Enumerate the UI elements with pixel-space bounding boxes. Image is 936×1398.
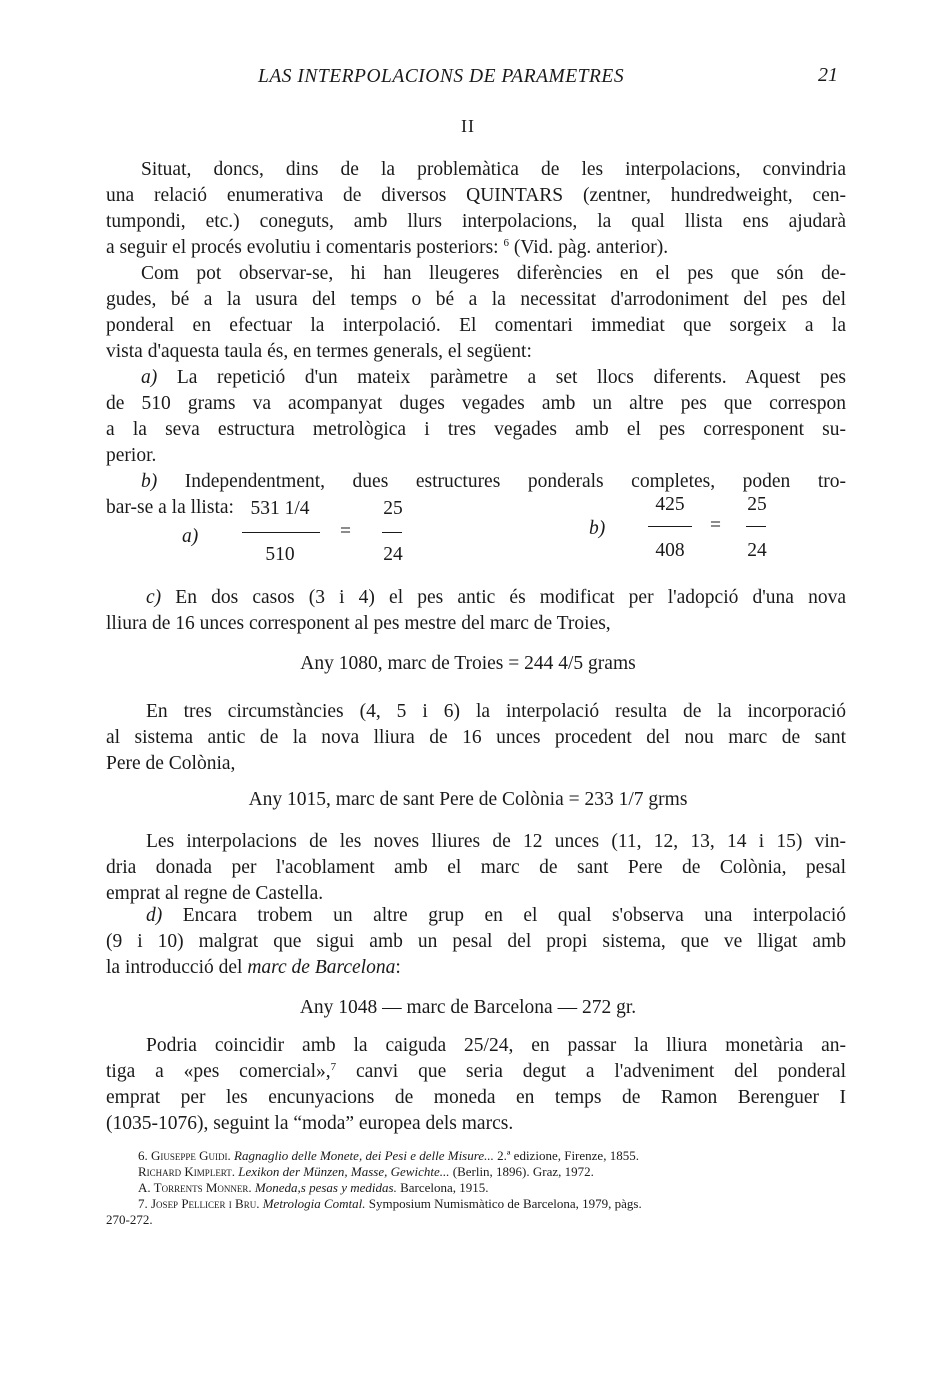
footnote-ref: 7 xyxy=(330,1061,337,1073)
paragraph-line: a la seva estructura metrològica i tres vegades amb el pes corresponent su- xyxy=(106,419,846,440)
footnote: 7. Josep Pellicer i Bru. Metrologia Comtal. Symposium Numismàtico de Barcelona, 1979, pàgs. xyxy=(138,1196,642,1211)
paragraph-line: c) En dos casos (3 i 4) el pes antic és modificat per l'adopció d'una nova xyxy=(146,587,846,608)
paragraph-line: vista d'aquesta taula és, en termes generals, el següent: xyxy=(106,341,532,362)
paragraph-line: Com pot observar-se, hi han lleugeres diferències en el pes que són de- xyxy=(141,263,846,284)
fraction-denominator: 510 xyxy=(265,544,295,565)
footnote: 6. Giuseppe Guidi. Ragnaglio delle Monete, dei Pesi e delle Misure... 2.ª edizione, Firenze, 1855. xyxy=(138,1148,639,1163)
equals-sign: = xyxy=(710,515,721,536)
equals-sign: = xyxy=(340,521,351,542)
paragraph-line: emprat per les encunyacions de moneda en temps de Ramon Berenguer I xyxy=(106,1087,846,1108)
paragraph-line: (1035-1076), seguint la “moda” europea dels marcs. xyxy=(106,1113,514,1134)
fraction-denominator: 24 xyxy=(747,540,767,561)
paragraph-line: emprat al regne de Castella. xyxy=(106,883,324,904)
paragraph-line: a) La repetició d'un mateix paràmetre a set llocs diferents. Aquest pes xyxy=(141,367,846,388)
footnote-continuation: 270-272. xyxy=(106,1212,153,1227)
formula-label: a) xyxy=(182,526,199,547)
running-title: LAS INTERPOLACIONS DE PARAMETRES xyxy=(258,66,625,87)
paragraph-line: dria donada per l'acoblament amb el marc de sant Pere de Colònia, pesal xyxy=(106,857,846,878)
formula-label: b) xyxy=(589,518,606,539)
equation-line: Any 1080, marc de Troies = 244 4/5 grams xyxy=(300,653,636,674)
section-number: II xyxy=(461,116,475,136)
item-label: b) xyxy=(141,471,158,492)
paragraph-line: de 510 grams va acompanyat duges vegades amb un altre pes que correspon xyxy=(106,393,846,414)
fraction-denominator: 24 xyxy=(383,544,403,565)
fraction-numerator: 25 xyxy=(747,494,767,515)
paragraph-line: (9 i 10) malgrat que sigui amb un pesal del propi sistema, que ve lligat amb xyxy=(106,931,846,952)
paragraph-line: gudes, bé a la usura del temps o bé a la necessitat d'arrodoniment del pes del xyxy=(106,289,846,310)
paragraph-line: Podria coincidir amb la caiguda 25/24, en passar la lliura monetària an- xyxy=(146,1035,846,1056)
paragraph-line: a seguir el procés evolutiu i comentaris posteriors: $^6$ (Vid. pàg. anterior). xyxy=(106,237,669,258)
paragraph-line: ponderal en efectuar la interpolació. El comentari immediat que sorgeix a la xyxy=(106,315,846,336)
paragraph-line: al sistema antic de la nova lliura de 16 unces procedent del nou marc de sant xyxy=(106,727,846,748)
footnote: Richard Kimplert. Lexikon der Münzen, Masse, Gewichte... (Berlin, 1896). Graz, 1972. xyxy=(138,1164,594,1179)
fraction-numerator: 25 xyxy=(383,498,403,519)
footnote-ref: 6 xyxy=(503,237,509,249)
fraction-bar xyxy=(242,532,320,533)
paragraph-line: d) Encara trobem un altre grup en el qual s'observa una interpolació xyxy=(146,905,846,926)
paragraph-line: lliura de 16 unces corresponent al pes mestre del marc de Troies, xyxy=(106,613,611,634)
paragraph-line: Pere de Colònia, xyxy=(106,753,236,774)
fraction-bar xyxy=(746,526,766,527)
paragraph-line: bar-se a la llista: xyxy=(106,497,234,518)
fraction-bar xyxy=(382,532,402,533)
paragraph-line: perior. xyxy=(106,445,157,466)
fraction-denominator: 408 xyxy=(655,540,685,561)
item-label: c) xyxy=(146,587,162,608)
equation-line: Any 1048 — marc de Barcelona — 272 gr. xyxy=(299,997,637,1018)
paragraph-line: tumpondi, etc.) coneguts, amb llurs interpolacions, la qual llista ens ajudarà xyxy=(106,211,846,232)
paragraph-line: En tres circumstàncies (4, 5 i 6) la interpolació resulta de la incorporació xyxy=(146,701,846,722)
paragraph-line: tiga a «pes comercial»,$^7$ canvi que seria degut a l'adveniment del ponderal xyxy=(106,1061,846,1082)
footnote: A. Torrents Monner. Moneda,s pesas y medidas. Barcelona, 1915. xyxy=(138,1180,489,1195)
paragraph-line: Situat, doncs, dins de la problemàtica de les interpolacions, convindria xyxy=(141,159,846,180)
paragraph-line: b) Independentment, dues estructures ponderals completes, poden tro- xyxy=(141,471,846,492)
item-label: d) xyxy=(146,905,163,926)
fraction-bar xyxy=(648,526,692,527)
item-label: a) xyxy=(141,367,158,388)
page-number: 21 xyxy=(818,64,838,86)
paragraph-line: la introducció del marc de Barcelona: xyxy=(106,957,401,978)
fraction-numerator: 425 xyxy=(655,494,685,515)
italic-term: marc de Barcelona xyxy=(247,957,396,978)
paragraph-line: Les interpolacions de les noves lliures de 12 unces (11, 12, 13, 14 i 15) vin- xyxy=(146,831,846,852)
equation-line: Any 1015, marc de sant Pere de Colònia = 233 1/7 grms xyxy=(248,789,688,810)
fraction-numerator: 531 1/4 xyxy=(250,498,310,519)
paragraph-line: una relació enumerativa de diversos QUINTARS (zentner, hundredweight, cen- xyxy=(106,185,846,206)
